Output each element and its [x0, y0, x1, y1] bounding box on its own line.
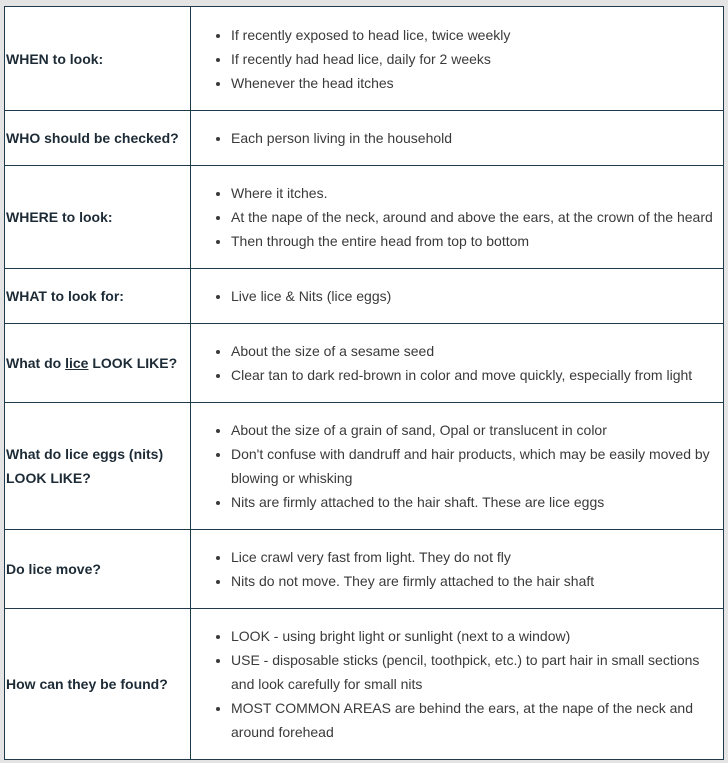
list-item: • Each person living in the household: [231, 126, 719, 150]
table-row: [5, 403, 724, 530]
question-part: LOOK LIKE?: [88, 355, 178, 371]
row-answers: [191, 166, 724, 269]
row-question: What do lice eggs (nits) LOOK LIKE?: [5, 403, 191, 530]
row-question: Do lice move?: [5, 530, 191, 609]
list-item: • Where it itches.: [231, 181, 719, 205]
list-item: • Live lice & Nits (lice eggs): [231, 284, 719, 308]
list-item: • About the size of a sesame seed: [231, 339, 719, 363]
row-question: WHO should be checked?: [5, 111, 191, 166]
row-question: WHEN to look:: [5, 7, 191, 111]
row-answers: [191, 403, 724, 530]
list-item: • If recently exposed to head lice, twice weekly: [231, 23, 719, 47]
answer-list: [191, 284, 723, 308]
list-item: • At the nape of the neck, around and above the ears, at the crown of the heard: [231, 205, 719, 229]
lice-check-table: [4, 6, 724, 760]
question-underlined: lice: [65, 355, 89, 371]
answer-list: [191, 126, 723, 150]
row-answers: [191, 269, 724, 324]
table-row: [5, 530, 724, 609]
list-item: • Whenever the head itches: [231, 71, 719, 95]
list-item: • Don't confuse with dandruff and hair products, which may be easily moved by blowing or whisking: [231, 442, 719, 490]
list-item: • Nits are firmly attached to the hair shaft. These are lice eggs: [231, 490, 719, 514]
row-answers: [191, 530, 724, 609]
row-question: How can they be found?: [5, 609, 191, 760]
row-question: [5, 324, 191, 403]
row-answers: [191, 7, 724, 111]
answer-list: [191, 545, 723, 593]
answer-list: [191, 418, 723, 514]
table-row: [5, 324, 724, 403]
answer-list: [191, 181, 723, 253]
list-item: • If recently had head lice, daily for 2 weeks: [231, 47, 719, 71]
row-question: WHAT to look for:: [5, 269, 191, 324]
list-item: • MOST COMMON AREAS are behind the ears, at the nape of the neck and around forehead: [231, 696, 719, 744]
row-question: WHERE to look:: [5, 166, 191, 269]
list-item: • Then through the entire head from top to bottom: [231, 229, 719, 253]
table-row: [5, 166, 724, 269]
answer-list: [191, 23, 723, 95]
question-part: What do: [6, 355, 66, 371]
row-answers: [191, 111, 724, 166]
answer-list: [191, 339, 723, 387]
table-row: [5, 111, 724, 166]
list-item: • Clear tan to dark red-brown in color and move quickly, especially from light: [231, 363, 719, 387]
table-row: [5, 269, 724, 324]
row-answers: [191, 609, 724, 760]
list-item: • USE - disposable sticks (pencil, toothpick, etc.) to part hair in small sections and look carefully for small nits: [231, 648, 719, 696]
table-row: [5, 609, 724, 760]
list-item: • Lice crawl very fast from light. They do not fly: [231, 545, 719, 569]
list-item: • About the size of a grain of sand, Opal or translucent in color: [231, 418, 719, 442]
row-answers: [191, 324, 724, 403]
list-item: • Nits do not move. They are firmly attached to the hair shaft: [231, 569, 719, 593]
answer-list: [191, 624, 723, 744]
table-row: [5, 7, 724, 111]
list-item: • LOOK - using bright light or sunlight (next to a window): [231, 624, 719, 648]
